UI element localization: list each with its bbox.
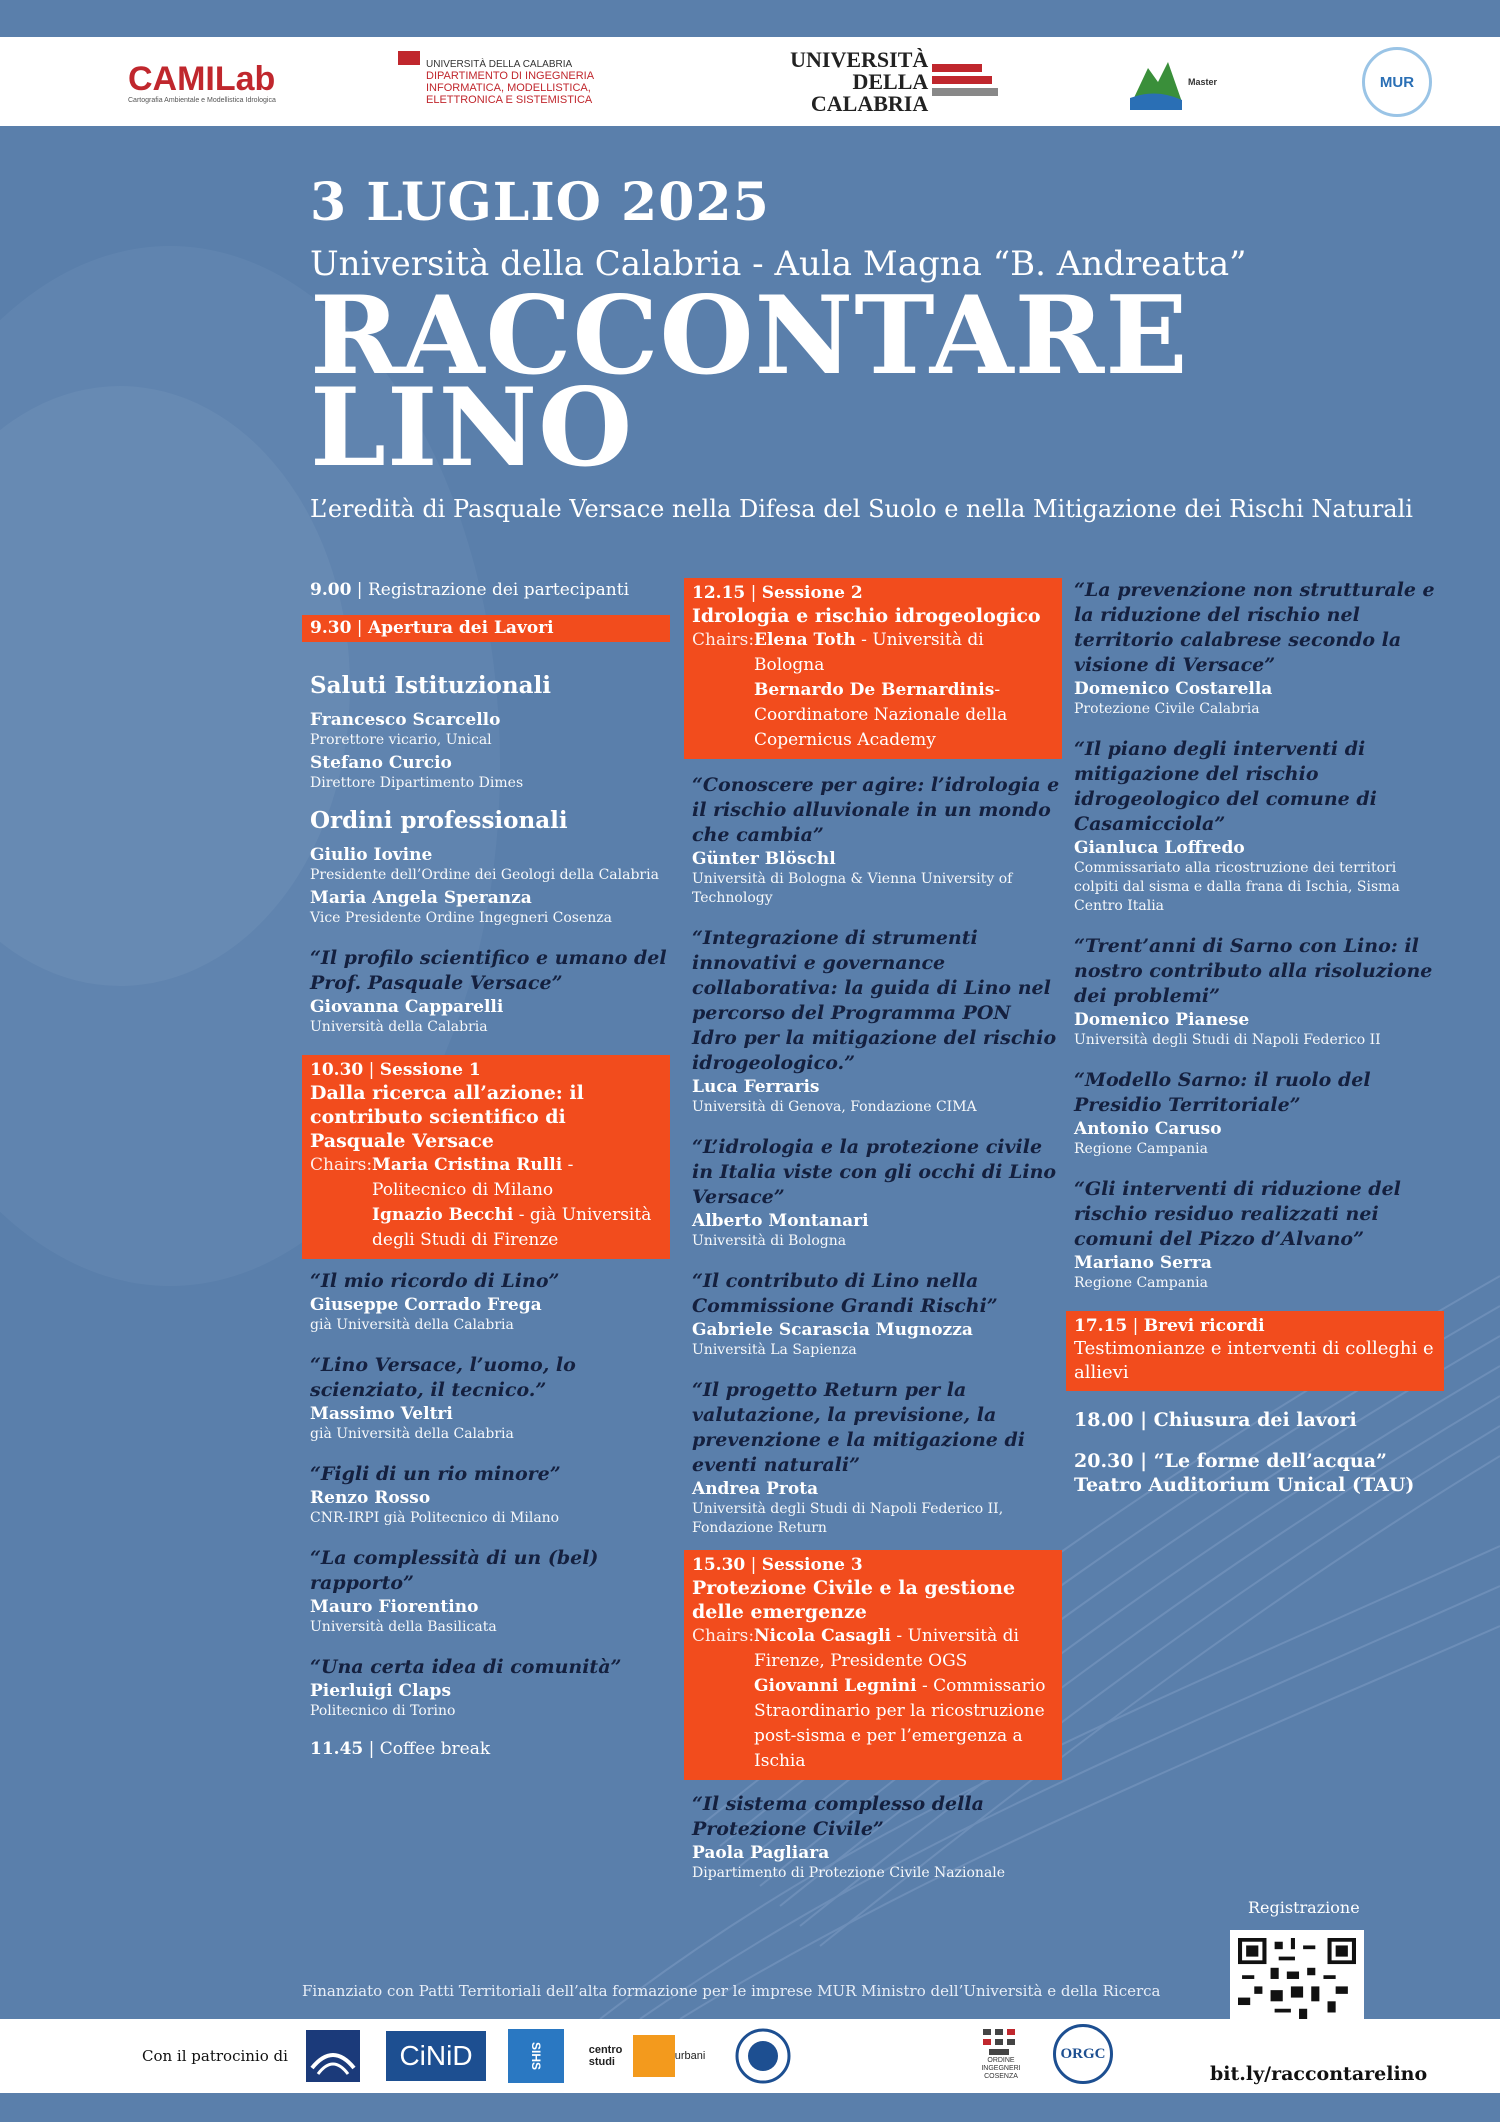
talk-item: “La prevenzione non strutturale e la riduzione del rischio nel territorio calabrese secondo la visione di Versace” Domenico Costarella Protezione Civile Calabria <box>1074 579 1435 717</box>
session-2-talks <box>692 773 1062 1538</box>
program-column-3 <box>1074 578 1444 1497</box>
talk-item: “Modello Sarno: il ruolo del Presidio Territoriale” Antonio Caruso Regione Campania <box>1074 1069 1371 1157</box>
registration-label: Registrazione <box>1248 1898 1360 1917</box>
session-1-talks <box>310 1269 670 1721</box>
talk-item: “Una certa idea di comunità” Pierluigi Claps Politecnico di Torino <box>310 1656 622 1719</box>
orgc-logo: ORGC <box>1050 2025 1116 2083</box>
sihs-logo: SIHS <box>506 2027 566 2085</box>
registration-line: 9.00 | Registrazione dei partecipanti <box>310 580 630 600</box>
talk-item: “Il piano degli interventi di mitigazione del rischio idrogeologico del comune di Casamicciola” Gianluca Loffredo Commissariato alla ricostruzione dei territori colpiti dal sisma e dalla frana di Ischia, Sisma Centro Italia <box>1074 738 1400 914</box>
session-3-chairs: Chairs: Nicola Casagli - Università di Firenze, Presidente OGS Giovanni Legnini - Commissario Straordinario per la ricostruzione post-sisma e per l’emergenza a Ischia <box>692 1626 1046 1771</box>
session-2-box: 12.15 | Sessione 2 Idrologia e rischio idrogeologico Chairs: Elena Toth - Università di Bologna Bernardo De Bernardinis- Coordinatore Nazionale della Copernicus Academy <box>684 578 1062 759</box>
session-1-chairs: Chairs: Maria Cristina Rulli - Politecnico di Milano Ignazio Becchi - già Università degli Studi di Firenze <box>310 1155 652 1250</box>
ordini-list: Giulio Iovine Presidente dell’Ordine dei Geologi della Calabria Maria Angela Speranza Vice Presidente Ordine Ingegneri Cosenza <box>310 845 659 926</box>
camilab-logo: CAMILab Cartografia Ambientale e Modellistica Idrologica <box>128 59 276 104</box>
talk-item: “Gli interventi di riduzione del rischio residuo realizzati nei comuni del Pizzo d’Alvano” Mariano Serra Regione Campania <box>1074 1178 1401 1291</box>
ordini-heading: Ordini professionali <box>310 807 568 834</box>
talk-item: “Trent’anni di Sarno con Lino: il nostro contributo alla risoluzione dei problemi” Domenico Pianese Università degli Studi di Napoli Federico II <box>1074 935 1433 1048</box>
gruppo-idraulica-logo <box>302 2027 364 2085</box>
talk-item: “Integrazione di strumenti innovativi e governance collaborativa: la guida di Lino nel percorso del Programma PON Idro per la mitigazione del rischio idrogeologico.” Luca Ferraris Università di Genova, Fondazione CIMA <box>692 927 1057 1115</box>
event-subtitle: L’eredità di Pasquale Versace nella Difesa del Suolo e nella Mitigazione dei Rischi Naturali <box>310 495 1413 523</box>
top-logo-bar <box>0 37 1500 126</box>
mur-logo: MUR <box>1362 47 1437 117</box>
opening-line: 9.30 | Apertura dei Lavori <box>302 615 670 642</box>
session-3-talks <box>692 1792 1062 1883</box>
funding-note: Finanziato con Patti Territoriali dell’alta formazione per le imprese MUR Ministro dell’Università e della Ricerca <box>302 1982 1161 2000</box>
patronage-label: Con il patrocinio di <box>142 2047 288 2065</box>
session-1-box: 10.30 | Sessione 1 Dalla ricerca all’azione: il contributo scientifico di Pasquale Versace Chairs: Maria Cristina Rulli - Politecnico di Milano Ignazio Becchi - già Università degli Studi di Firenze <box>302 1055 670 1259</box>
program-column-1 <box>310 578 670 1760</box>
title-line-1: RACCONTARE <box>310 273 1189 399</box>
closing-line: 18.00 | Chiusura dei lavori <box>1074 1409 1357 1431</box>
centro-studi-urbani-logo: centro studi urbani <box>588 2027 706 2085</box>
talk-item: “Lino Versace, l’uomo, lo scienziato, il tecnico.” Massimo Veltri già Università della Calabria <box>310 1354 576 1442</box>
cinid-logo: CiNiD <box>384 2027 488 2085</box>
session-3-box: 15.30 | Sessione 3 Protezione Civile e la gestione delle emergenze Chairs: Nicola Casagli - Università di Firenze, Presidente OGS Giovanni Legnini - Commissario Straordinario per la ricostruzione post-sisma e per l’emergenza a Ischia <box>684 1550 1062 1780</box>
master-logo: Master <box>1128 47 1258 117</box>
event-title <box>310 273 1189 491</box>
unical-logo: UNIVERSITÀ DELLA CALABRIA <box>748 47 998 117</box>
talk-item: “Il profilo scientifico e umano del Prof. Pasquale Versace” Giovanna Capparelli Università della Calabria <box>310 947 667 1035</box>
talk-item: “Il mio ricordo di Lino” Giuseppe Corrado Frega già Università della Calabria <box>310 1270 560 1333</box>
coffee-break-line: 11.45 | Coffee break <box>310 1739 491 1759</box>
event-date: 3 LUGLIO 2025 <box>310 172 770 233</box>
talk-item: “Il progetto Return per la valutazione, la previsione, la prevenzione e la mitigazione di eventi naturali” Andrea Prota Università degli Studi di Napoli Federico II, Fondazione Return <box>692 1379 1025 1536</box>
talk-item: “L’idrologia e la protezione civile in Italia viste con gli occhi di Lino Versace” Alberto Montanari Università di Bologna <box>692 1136 1057 1249</box>
brevi-ricordi-box: 17.15 | Brevi ricordi Testimonianze e interventi di colleghi e allievi <box>1066 1311 1444 1391</box>
saluti-heading: Saluti Istituzionali <box>310 672 551 699</box>
title-line-2: LINO <box>310 365 634 491</box>
registration-link[interactable]: bit.ly/raccontarelino <box>1210 2063 1428 2085</box>
ordine-ingegneri-logo: ORDINE INGEGNERI COSENZA <box>974 2025 1028 2083</box>
talk-item: “Il sistema complesso della Protezione Civile” Paola Pagliara Dipartimento di Protezione Civile Nazionale <box>692 1793 1006 1881</box>
association-seal-logo <box>732 2027 794 2085</box>
session-2-chairs: Chairs: Elena Toth - Università di Bologna Bernardo De Bernardinis- Coordinatore Nazionale della Copernicus Academy <box>692 630 1008 750</box>
talk-item: “Conoscere per agire: l’idrologia e il rischio alluvionale in un mondo che cambia” Günter Blöschl Università di Bologna & Vienna University of Technology <box>692 774 1060 906</box>
saluti-list: Francesco Scarcello Prorettore vicario, Unical Stefano Curcio Direttore Dipartimento Dimes <box>310 710 524 791</box>
event-venue: Università della Calabria - Aula Magna “B. Andreatta” <box>310 244 1247 284</box>
program-column-2 <box>692 578 1062 1901</box>
talk-item: “Il contributo di Lino nella Commissione Grandi Rischi” Gabriele Scarascia Mugnozza Università La Sapienza <box>692 1270 998 1358</box>
talk-item: “La complessità di un (bel) rapporto” Mauro Fiorentino Università della Basilicata <box>310 1547 599 1635</box>
evening-event-line: 20.30 | “Le forme dell’acqua” Teatro Auditorium Unical (TAU) <box>1074 1450 1415 1496</box>
dimes-logo: UNIVERSITÀ DELLA CALABRIA DIPARTIMENTO DI INGEGNERIA INFORMATICA, MODELLISTICA, ELETTRONICA E SISTEMISTICA <box>398 47 618 117</box>
talk-item: “Figli di un rio minore” Renzo Rosso CNR-IRPI già Politecnico di Milano <box>310 1463 561 1526</box>
